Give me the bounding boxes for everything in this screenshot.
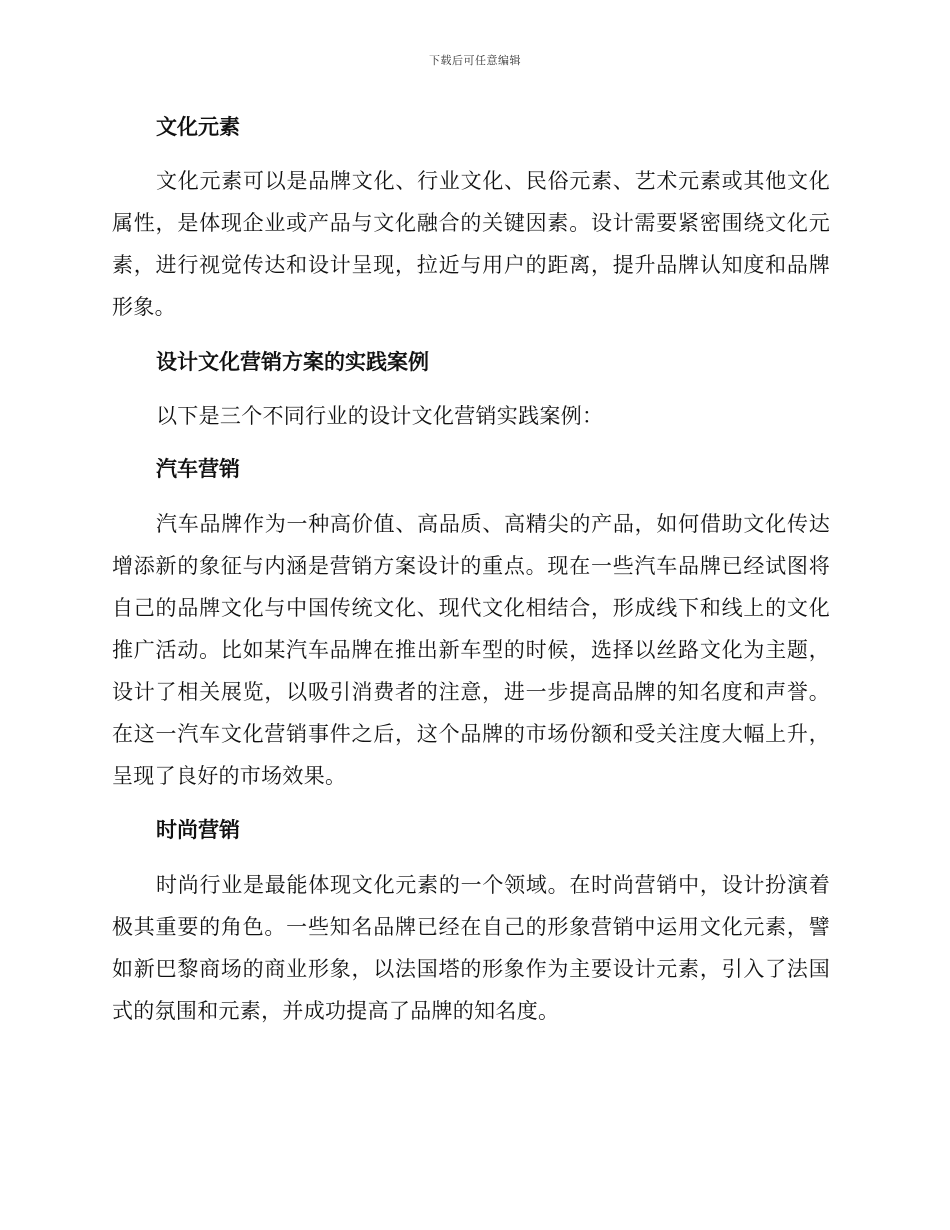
section-paragraph-auto-marketing: 汽车品牌作为一种高价值、高品质、高精尖的产品，如何借助文化传达增添新的象征与内涵是营销方案设计的重点。现在一些汽车品牌已经试图将自己的品牌文化与中国传统文化、现代文化相结合，形成线下和线上的文化推广活动。比如某汽车品牌在推出新车型的时候，选择以丝路文化为主题，设计了相关展览，以吸引消费者的注意，进一步提高品牌的知名度和声誉。在这一汽车文化营销事件之后，这个品牌的市场份额和受关注度大幅上升，呈现了良好的市场效果。 [112, 512, 830, 788]
section-heading-practice-cases: 设计文化营销方案的实践案例 [156, 350, 429, 374]
document-body [112, 106, 830, 1032]
section-heading-fashion-marketing: 时尚营销 [156, 818, 240, 842]
section-paragraph-cultural-elements: 文化元素可以是品牌文化、行业文化、民俗元素、艺术元素或其他文化属性，是体现企业或产品与文化融合的关键因素。设计需要紧密围绕文化元素，进行视觉传达和设计呈现，拉近与用户的距离，提升品牌认知度和品牌形象。 [112, 169, 830, 319]
page-header: 下载后可任意编辑 [429, 54, 521, 67]
section-heading-cultural-elements: 文化元素 [156, 115, 240, 139]
section-paragraph-practice-cases: 以下是三个不同行业的设计文化营销实践案例： [156, 404, 604, 428]
section-heading-auto-marketing: 汽车营销 [156, 457, 240, 481]
section-paragraph-fashion-marketing: 时尚行业是最能体现文化元素的一个领域。在时尚营销中，设计扮演着极其重要的角色。一些知名品牌已经在自己的形象营销中运用文化元素，譬如新巴黎商场的商业形象，以法国塔的形象作为主要设计元素，引入了法国式的氛围和元素，并成功提高了品牌的知名度。 [112, 873, 830, 1023]
